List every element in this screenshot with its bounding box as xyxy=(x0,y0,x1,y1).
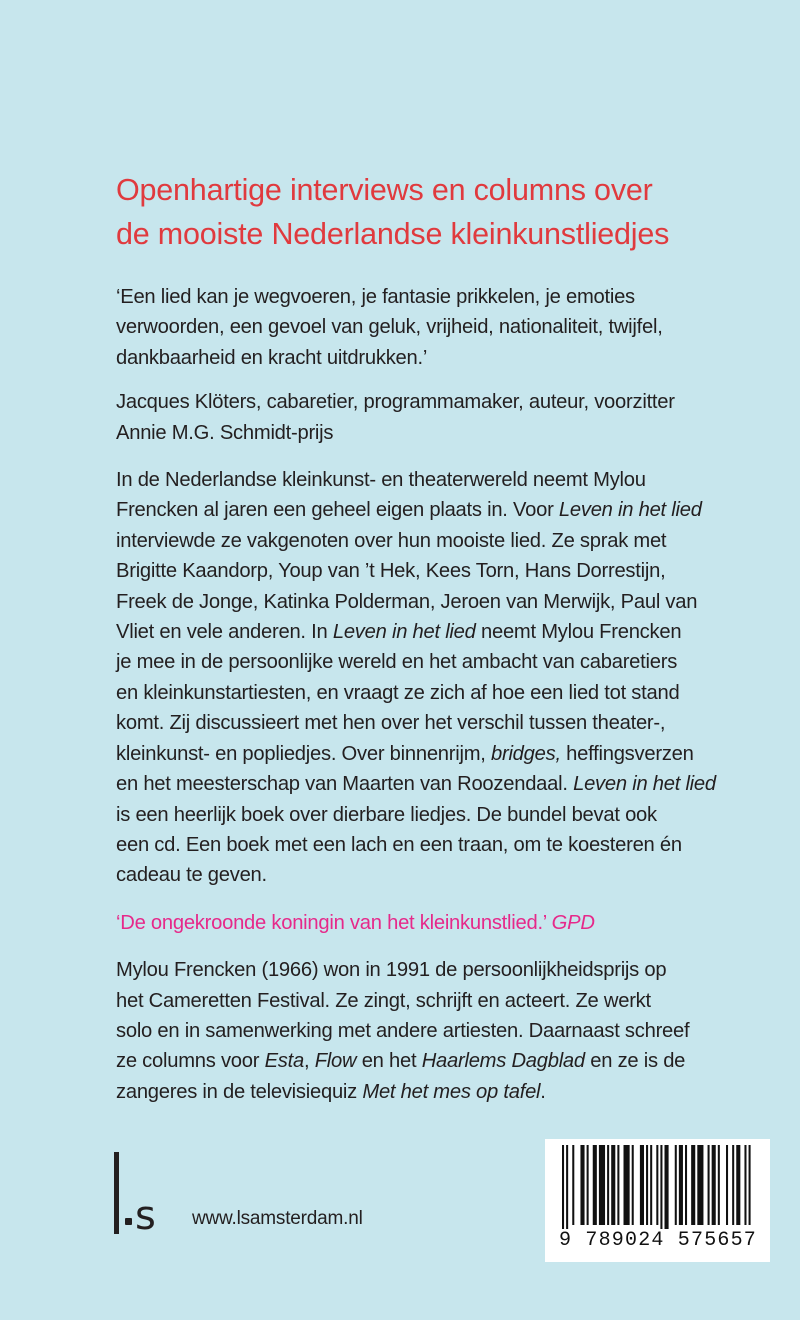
book-title: Leven in het lied xyxy=(573,773,716,796)
isbn-number: 9 789024 575657 xyxy=(558,1229,758,1252)
bio-line: Mylou Frencken (1966) won in 1991 de persoonlijkheidsprijs op xyxy=(116,959,667,982)
description-line: Freek de Jonge, Katinka Polderman, Jeroen van Merwijk, Paul van xyxy=(116,590,698,613)
description-line: je mee in de persoonlijke wereld en het ambacht van cabaretiers xyxy=(116,651,678,674)
headline-line: Openhartige interviews en columns over xyxy=(116,173,653,207)
description-line: is een heerlijk boek over dierbare liedjes. De bundel bevat ook xyxy=(116,803,657,826)
quote-attribution xyxy=(116,387,786,448)
press-quote-text: ‘De ongekroonde koningin van het kleinkunstlied.’ xyxy=(116,911,552,934)
bio-line: ze columns voor Esta, Flow en het Haarlems Dagblad en ze is de xyxy=(116,1050,686,1073)
description-line: en het meesterschap van Maarten van Roozendaal. Leven in het lied xyxy=(116,773,716,796)
quote-line: dankbaarheid en kracht uitdrukken.’ xyxy=(116,346,428,369)
book-title: Leven in het lied xyxy=(558,499,702,522)
description-line: Vliet en vele anderen. In Leven in het lied neemt Mylou Frencken xyxy=(116,621,682,644)
description-line: interviewde ze vakgenoten over hun mooiste lied. Ze sprak met xyxy=(116,529,667,552)
description-line: Brigitte Kaandorp, Youp van ’t Hek, Kees Torn, Hans Dorrestijn, xyxy=(116,560,666,583)
book-description xyxy=(116,465,786,891)
attribution-line: Jacques Klöters, cabaretier, programmamaker, auteur, voorzitter xyxy=(116,391,675,414)
publisher-url: www.lsamsterdam.nl xyxy=(192,1208,363,1229)
description-line: cadeau te geven. xyxy=(116,864,267,887)
description-line: kleinkunst- en popliedjes. Over binnenrijm, bridges, heffingsverzen xyxy=(116,742,694,765)
press-quote xyxy=(116,908,786,938)
quote-line: verwoorden, een gevoel van geluk, vrijheid, nationaliteit, twijfel, xyxy=(116,316,663,339)
publisher-logo: s xyxy=(114,1152,170,1234)
description-line: een cd. Een boek met een lach en een traan, om te koesteren én xyxy=(116,833,682,856)
description-line: In de Nederlandse kleinkunst- en theaterwereld neemt Mylou xyxy=(116,469,646,492)
back-cover-text xyxy=(116,168,786,1107)
isbn-barcode xyxy=(545,1139,770,1262)
publisher-imprint xyxy=(114,1152,363,1239)
opening-quote xyxy=(116,282,786,373)
headline-line: de mooiste Nederlandse kleinkunstliedjes xyxy=(116,217,670,251)
author-bio xyxy=(116,955,786,1107)
quote-line: ‘Een lied kan je wegvoeren, je fantasie prikkelen, je emoties xyxy=(116,286,635,308)
barcode-bars xyxy=(562,1145,754,1229)
description-line: komt. Zij discussieert met hen over het verschil tussen theater-, xyxy=(116,712,666,735)
book-title: Leven in het lied xyxy=(332,621,476,644)
bio-line: het Cameretten Festival. Ze zingt, schrijft en acteert. Ze werkt xyxy=(116,989,651,1012)
bio-line: zangeres in de televisiequiz Met het mes op tafel. xyxy=(116,1080,546,1103)
bio-line: solo en in samenwerking met andere artiesten. Daarnaast schreef xyxy=(116,1019,690,1042)
headline xyxy=(116,168,786,256)
description-line: Frencken al jaren een geheel eigen plaats in. Voor Leven in het lied xyxy=(116,499,702,522)
description-line: en kleinkunstartiesten, en vraagt ze zich af hoe een lied tot stand xyxy=(116,681,680,704)
press-quote-source: GPD xyxy=(551,911,595,934)
attribution-line: Annie M.G. Schmidt-prijs xyxy=(116,421,334,444)
